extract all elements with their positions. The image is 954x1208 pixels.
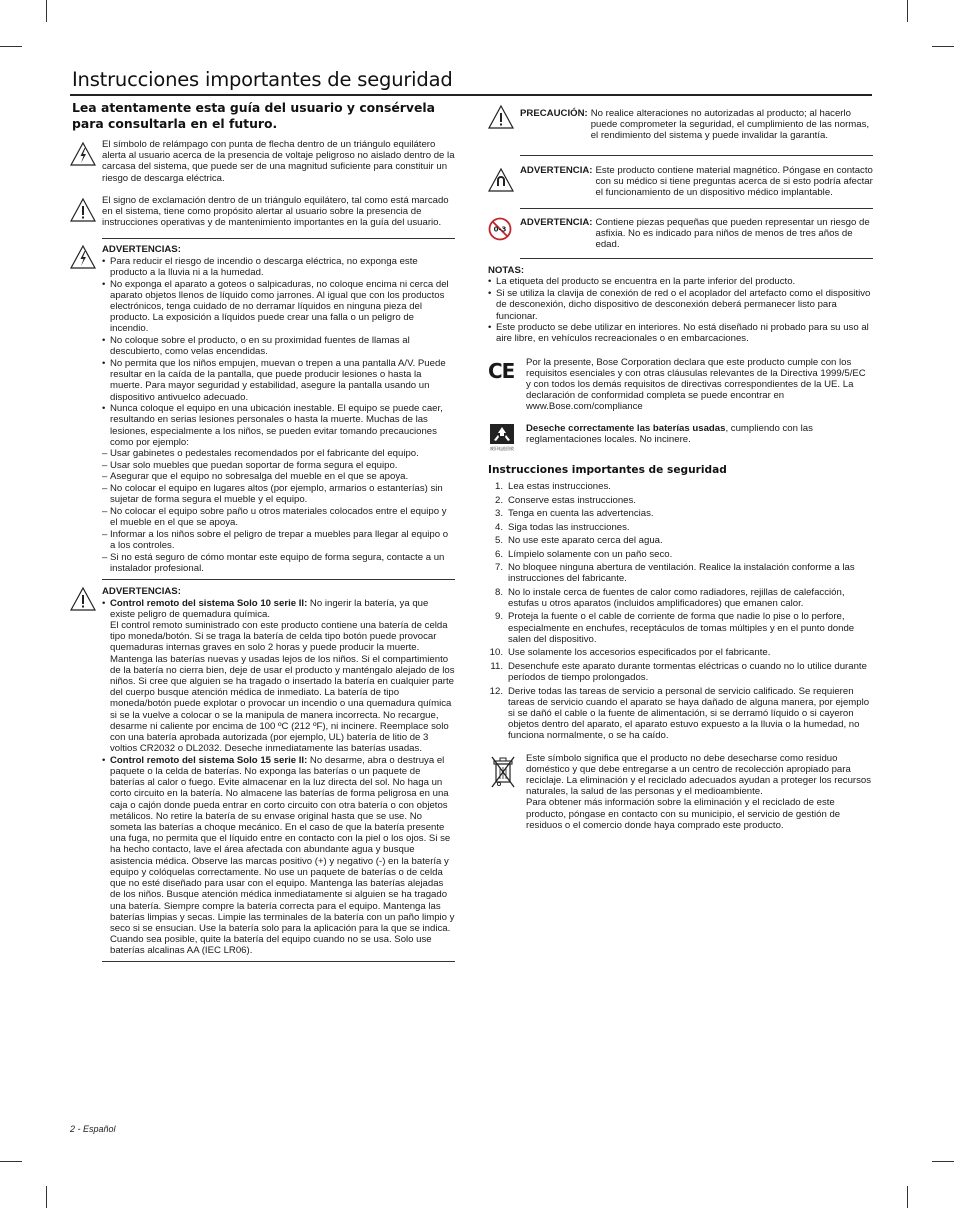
list-item: – No colocar el equipo sobre paño u otros materiales colocados entre el equipo y el mueble en el que se apoya. xyxy=(102,506,455,528)
list-item: – Asegurar que el equipo no sobresalga del mueble en el que se apoya. xyxy=(102,471,455,482)
crop-mark xyxy=(46,0,47,22)
list-item: 2. Conserve estas instrucciones. xyxy=(494,494,636,506)
battery-text: , cumpliendo con las reglamentaciones locales. No incinere. xyxy=(526,422,813,445)
lightning-notice xyxy=(70,139,455,184)
title-rule xyxy=(70,94,872,96)
list-item xyxy=(102,403,455,574)
magnetic-notice xyxy=(488,165,873,199)
ce-mark-icon xyxy=(488,359,518,385)
warnings-section-1 xyxy=(70,244,455,574)
divider xyxy=(520,155,873,156)
small-parts-text: Contiene piezas pequeñas que pueden representar un riesgo de asfixia. No es indicado para niños de menos de tres años de edad. xyxy=(595,216,870,251)
lightning-text: El símbolo de relámpago con punta de flecha dentro de un triángulo equilátero alerta al usuario acerca de la presencia de voltaje peligroso no aislado dentro de la carcasa del sistema, que puede ser de una magnitud suficiente para constituir un riesgo de descarga eléctrica. xyxy=(102,139,455,184)
lede-heading: Lea atentamente esta guía del usuario y consérvela para consultarla en el futuro. xyxy=(72,100,435,131)
list-item xyxy=(102,598,455,755)
list-item: 6. Límpielo solamente con un paño seco. xyxy=(494,548,673,560)
ce-text: Por la presente, Bose Corporation declara que este producto cumple con los requisitos esenciales y con otras cláusulas relevantes de la Directiva 1999/5/EC y con todos los demás requisitos de directivas correspondientes de la UE. La declaración de conformidad completa se puede encontrar en www.Bose.com/compliance xyxy=(526,356,866,413)
warnings-section-2 xyxy=(70,586,455,956)
list-item: 3. Tenga en cuenta las advertencias. xyxy=(494,508,654,520)
choking-hazard-icon xyxy=(488,217,512,241)
precaution-list xyxy=(102,448,455,574)
ce-declaration xyxy=(488,357,873,413)
list-item: – Usar gabinetes o pedestales recomendados por el fabricante del equipo. xyxy=(102,448,455,459)
list-item: 8. No lo instale cerca de fuentes de calor como radiadores, rejillas de calefacción, estufas u otros aparatos (incluidos amplificadores) que emanen calor. xyxy=(494,586,845,609)
solo15-label: Control remoto del sistema Solo 15 serie II: xyxy=(110,754,308,766)
page-footer: 2 - Español xyxy=(70,1124,116,1134)
solo10-label: Control remoto del sistema Solo 10 serie II: xyxy=(110,597,308,609)
battery-recycle-icon xyxy=(488,423,516,451)
list-item: • No exponga el aparato a goteos o salpicaduras, no coloque encima ni cerca del aparato objetos llenos de líquido como jarrones. Al igual que con los productos electrónicos, tenga cuidado de no derramar líquidos en ninguna pieza del producto. La exposición a líquidos puede crear una falla o un peligro de incendio. xyxy=(102,279,455,335)
crop-mark xyxy=(907,0,908,22)
list-item: 12. Derive todas las tareas de servicio a personal de servicio calificado. Se requieren tareas de servicio cuando el aparato se haya dañado de alguna manera, por ejemplo si se dañó el cable o la fuente de alimentación, si se derramó líquido o si cayeron objetos dentro del aparato, el aparato estuvo expuesto a la lluvia o la humedad, no funciona normalmente, o se ha caído. xyxy=(489,685,870,742)
list-item: • La etiqueta del producto se encuentra en la parte inferior del producto. xyxy=(488,276,873,287)
notes-section xyxy=(488,265,873,344)
battery-recycle-caption: 废旧电池回收 xyxy=(490,445,514,451)
list-item: 10. Use solamente los accesorios especificados por el fabricante. xyxy=(489,647,771,659)
warnings-heading: ADVERTENCIAS: xyxy=(102,244,181,256)
solo10-text: No ingerir la batería, ya que existe peligro de quemadura química. xyxy=(110,597,429,620)
exclamation-triangle-icon xyxy=(488,104,514,130)
exclamation-triangle-icon xyxy=(70,197,96,223)
ce-mark: CE xyxy=(488,358,515,383)
instructions-section xyxy=(488,464,873,742)
battery-disposal xyxy=(488,422,873,451)
small-parts-label: ADVERTENCIA: xyxy=(520,216,593,228)
magnetic-text: Este producto contiene material magnético. Póngase en contacto con su médico si tiene preguntas acerca de si esto podría afectar el funcionamiento de un dispositivo médico implantable. xyxy=(595,165,873,199)
list-item: • Este producto se debe utilizar en interiores. No está diseñado ni probado para su uso al aire libre, en vehículos recreacionales o en embarcaciones. xyxy=(488,322,873,344)
right-column xyxy=(488,100,873,831)
page-title: Instrucciones importantes de seguridad xyxy=(72,68,453,91)
crop-mark xyxy=(932,1161,954,1162)
divider xyxy=(102,579,455,580)
crossed-bin-icon xyxy=(490,755,516,791)
list-item: 1. Lea estas instrucciones. xyxy=(494,481,611,493)
magnetic-label: ADVERTENCIA: xyxy=(520,165,593,176)
caution-text: No realice alteraciones no autorizadas al producto; al hacerlo puede comprometer la seguridad, el cumplimiento de las normas, el rendimiento del sistema y puede invalidar la garantía. xyxy=(590,108,870,142)
weee-text-1: Este símbolo significa que el producto no debe desecharse como residuo doméstico y que debe entregarse a un centro de recolección apropiado para reciclaje. La eliminación y el reciclado adecuados ayudan a proteger los recursos naturales, la salud de las personas y el medioambiente. xyxy=(526,752,872,798)
exclamation-triangle-icon xyxy=(70,586,96,612)
battery-bold: Deseche correctamente las baterías usadas xyxy=(526,422,726,434)
list-item: 11. Desenchufe este aparato durante tormentas eléctricas o cuando no lo utilice durante períodos de tiempo prolongados. xyxy=(490,660,867,684)
lightning-triangle-icon xyxy=(70,141,96,167)
crop-mark xyxy=(932,46,954,47)
list-item: • Para reducir el riesgo de incendio o descarga eléctrica, no exponga este producto a la lluvia ni a la humedad. xyxy=(102,256,455,278)
list-item: • Si se utiliza la clavija de conexión de red o el acoplador del artefacto como el dispositivo de desconexión, dicho dispositivo de desconexión deberá permanecer listo para funcionar. xyxy=(488,288,873,322)
notes-heading: NOTAS: xyxy=(488,265,525,277)
crop-mark xyxy=(907,1186,908,1208)
list-item: • No permita que los niños empujen, muevan o trepen a una pantalla A/V. Puede resultar en la caída de la pantalla, que puede producir lesiones o hasta la muerte. Para mayor seguridad y estabilidad, asegure la pantalla usando un dispositivo antivuelco adecuado. xyxy=(102,358,455,403)
crop-mark xyxy=(0,1161,22,1162)
choking-hazard-age-label: 0-3 xyxy=(493,225,507,234)
magnet-warning-icon xyxy=(488,167,514,193)
instructions-list xyxy=(488,481,873,742)
lightning-triangle-icon xyxy=(70,244,96,270)
warnings-heading: ADVERTENCIAS: xyxy=(102,586,181,598)
list-item: 5. No use este aparato cerca del agua. xyxy=(494,535,663,547)
notes-list xyxy=(488,276,873,344)
list-item: 9. Proteja la fuente o el cable de corriente de forma que nadie lo pise o lo perfore, especialmente en enchufes, receptáculos de tomas múltiples y en el punto donde salen del dispositivo. xyxy=(494,611,855,645)
list-item: – Informar a los niños sobre el peligro de trepar a muebles para llegar al equipo o a los controles. xyxy=(102,529,455,551)
exclamation-notice xyxy=(70,195,455,229)
divider xyxy=(520,258,873,259)
exclamation-text: El signo de exclamación dentro de un triángulo equilátero, tal como está marcado en el sistema, tiene como propósito alertar al usuario sobre la presencia de instrucciones operativas y de mantenimiento importantes en la guía del usuario. xyxy=(102,194,449,229)
list-item: • No coloque sobre el producto, o en su proximidad fuentes de llamas al descubierto, como velas encendidas. xyxy=(102,335,455,357)
instructions-heading: Instrucciones importantes de seguridad xyxy=(488,464,727,477)
solo15-text: No desarme, abra o destruya el paquete o la celda de baterías. No exponga las baterías o un paquete de baterías al calor o fuego. Evite almacenar en la luz directa del sol. No haga un corto circuito en la batería. No almacene las baterías de forma peligrosa en una caja o cajón donde pueda entrar en corto circuito con otra batería o con objetos metálicos. No retire la batería de su envase original hasta que se use. No someta las baterías a choque mecánico. En el caso de que la batería presente una fuga, no permita que el líquido entre en contacto con la piel o los ojos. Si se ha hecho contacto, lave el área afectada con abundante agua y busque asistencia médica. Observe las marcas positivo (+) y negativo (-) en la batería y equipo y colóquelas correctamente. No use un paquete de baterías o de celda que no esté diseñado para usar con el equipo. Mantenga las baterías alejadas de los niños. Busque atención médica inmediatamente si alguien se ha tragado una batería. Siempre compre la batería correcta para el equipo. Mantenga las baterías limpias y secas. Limpie las terminales de la batería con un paño limpio y seco si se ensucian. Use la batería solo para la aplicación para la que se indica. Cuando sea posible, quite la batería del equipo cuando no se usa. Solo use baterías alcalinas AA (IEC LR06). xyxy=(110,754,455,957)
caution-notice xyxy=(488,100,873,146)
crop-mark xyxy=(46,1186,47,1208)
warnings-list xyxy=(70,256,455,575)
list-item: – Si no está seguro de cómo montar este equipo de forma segura, contacte a un instalador profesional. xyxy=(102,552,455,574)
list-item: 4. Siga todas las instrucciones. xyxy=(494,521,630,533)
list-item-text: Nunca coloque el equipo en una ubicación inestable. El equipo se puede caer, resultando en serias lesiones personales o hasta la muerte. Muchas de las lesiones, especialmente a los niños, se pueden evitar tomando precauciones como por ejemplo: xyxy=(110,403,443,448)
divider xyxy=(102,961,455,962)
list-item: – No colocar el equipo en lugares altos (por ejemplo, armarios o estanterías) sin sujetar de forma segura el mueble y el equipo. xyxy=(102,483,455,505)
weee-notice xyxy=(488,753,873,831)
caution-label: PRECAUCIÓN: xyxy=(520,108,588,119)
divider xyxy=(102,238,455,239)
list-item: 7. No bloquee ninguna abertura de ventilación. Realice la instalación conforme a las instrucciones del fabricante. xyxy=(494,562,855,585)
weee-text-2: Para obtener más información sobre la eliminación y el reciclado de este producto, póngase en contacto con su municipio, el servicio de gestión de residuos o el comercio donde haya comprado este producto. xyxy=(526,797,841,831)
left-column xyxy=(70,100,455,962)
solo10-paragraph: El control remoto suministrado con este producto contiene una batería de celda tipo moneda/botón. Si se traga la batería de celda tipo botón puede provocar quemaduras internas graves en solo 2 horas y puede producir la muerte. Mantenga las baterías nuevas y usadas lejos de los niños. Si el compartimiento de la batería no cierra bien, deje de usar el producto y manténgalo alejado de los niños. Si cree que alguien se ha tragado o insertado la batería en cualquier parte del cuerpo busque atención médica de inmediato. La batería de tipo moneda/botón puede explotar o provocar un incendio o una quemadura química si se la vuelve a colocar o se la manipula de manera incorrecta. No recargue, desarme ni caliente por encima de 100 ºC (212 ºF), ni incinere. Reemplace solo con una batería aprobada autorizada (por ejemplo, UL) batería de litio de 3 voltios CR2032 o DL2032. Deseche inmediatamente las baterías usadas. xyxy=(110,619,455,755)
small-parts-notice xyxy=(488,217,873,251)
list-item xyxy=(102,755,455,957)
battery-warnings-list xyxy=(70,598,455,957)
list-item: – Usar solo muebles que puedan soportar de forma segura el equipo. xyxy=(102,460,455,471)
crop-mark xyxy=(0,46,22,47)
divider xyxy=(520,208,873,209)
